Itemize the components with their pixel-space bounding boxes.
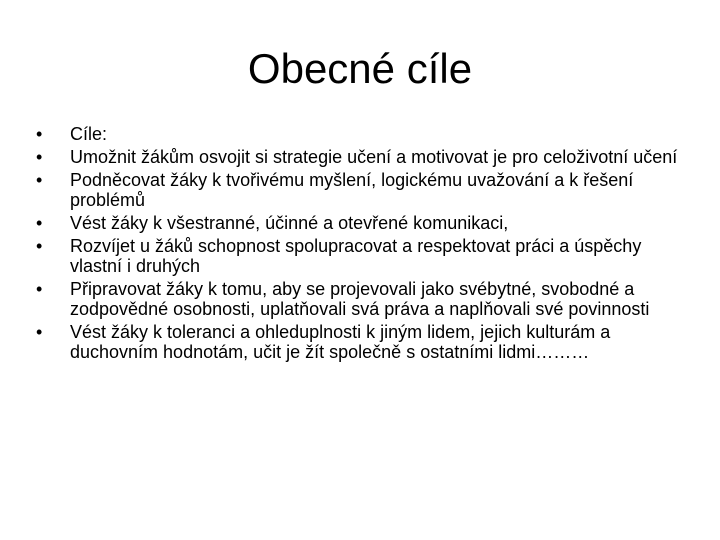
bullet-marker: • <box>36 279 43 299</box>
list-item <box>36 213 686 233</box>
list-item-text: Umožnit žákům osvojit si strategie učení a motivovat je pro celoživotní učení <box>70 147 678 167</box>
list-item-text: Připravovat žáky k tomu, aby se projevovali jako svébytné, svobodné a zodpovědné osobnosti, uplatňovali svá práva a naplňovali své povinnosti <box>70 279 650 319</box>
list-item-text: Vést žáky k všestranné, účinné a otevřené komunikaci, <box>70 213 509 233</box>
bullet-marker: • <box>36 170 43 190</box>
list-item <box>36 236 686 276</box>
slide-title: Obecné cíle <box>247 45 473 92</box>
bullet-marker: • <box>36 236 43 256</box>
bullet-list <box>36 124 686 365</box>
list-item-text: Cíle: <box>70 124 108 144</box>
list-item <box>36 279 686 319</box>
list-item <box>36 124 686 144</box>
bullet-marker: • <box>36 124 43 144</box>
list-item-text: Podněcovat žáky k tvořivému myšlení, logickému uvažování a k řešení problémů <box>70 170 634 210</box>
list-item <box>36 147 686 167</box>
list-item-text: Rozvíjet u žáků schopnost spolupracovat a respektovat práci a úspěchy vlastní i druhých <box>70 236 642 276</box>
bullet-marker: • <box>36 213 43 233</box>
bullet-marker: • <box>36 147 43 167</box>
bullet-marker: • <box>36 322 43 342</box>
list-item <box>36 170 686 210</box>
list-item <box>36 322 686 362</box>
list-item-text: Vést žáky k toleranci a ohleduplnosti k jiným lidem, jejich kulturám a duchovním hodnotám, učit je žít společně s ostatními lidmi……… <box>70 322 611 362</box>
